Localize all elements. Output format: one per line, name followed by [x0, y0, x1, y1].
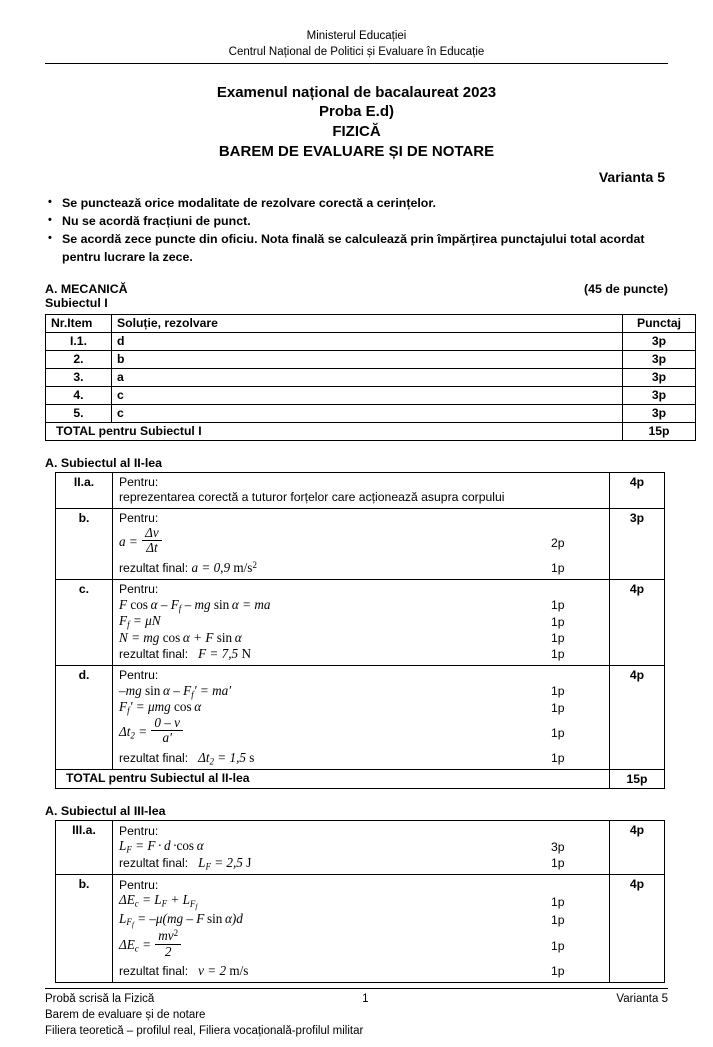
- result-label: rezultat final:: [119, 750, 189, 765]
- result-label: rezultat final:: [119, 963, 189, 978]
- column-header-solutie: Soluție, rezolvare: [112, 314, 623, 332]
- cell-solution: c: [112, 386, 623, 404]
- cell-points: 4p: [610, 579, 665, 665]
- cell-item: b.: [56, 875, 113, 983]
- cell-points: 4p: [610, 821, 665, 875]
- solution-line: [113, 823, 609, 838]
- note-item: [45, 194, 668, 212]
- cell-solution: [113, 665, 610, 770]
- points-chip: 1p: [551, 684, 565, 699]
- table-row: [46, 404, 696, 422]
- result-text: [119, 560, 543, 576]
- cell-points: 3p: [623, 332, 696, 350]
- points-chip: 1p: [551, 963, 565, 978]
- solution-line-result: [113, 963, 609, 979]
- note-text: Se acordă zece puncte din oficiu. Nota finală se calculează prin împărțirea punctajului total acordat pentru lucrare la zece.: [62, 232, 645, 265]
- footer-left-text: Probă scrisă la Fizică: [45, 993, 155, 1005]
- grading-notes: [45, 194, 668, 266]
- cell-item: 5.: [46, 404, 112, 422]
- formula-force-value: F = 7,5 N: [191, 645, 251, 661]
- header-divider: [45, 63, 668, 64]
- exam-title: Examenul național de bacalaureat 2023: [216, 83, 497, 101]
- document-header: [45, 0, 668, 61]
- table-row-2a: [56, 472, 665, 508]
- section-a-points: (45 de puncte): [584, 282, 668, 297]
- solution-line-formula: [113, 613, 609, 630]
- table-subiectul-3: [55, 820, 665, 983]
- formula-kinetic-energy-theorem: $\Delta E_c = L_F + L_{F_f}$: [119, 892, 198, 911]
- solution-line-result: [113, 560, 609, 576]
- title-block: [45, 83, 668, 162]
- points-chip: 1p: [551, 856, 565, 871]
- formula-work-value: $L_F = 2,5$ J: [191, 854, 252, 872]
- subiectul-2-label: A. Subiectul al II-lea: [45, 455, 163, 470]
- note-text: Nu se acordă fracțiuni de punct.: [62, 213, 251, 228]
- points-chip: 1p: [551, 938, 565, 953]
- cell-solution: [113, 472, 610, 508]
- points-chip: 1p: [551, 751, 565, 766]
- solution-line-result: [113, 855, 609, 872]
- points-chip: 1p: [551, 630, 565, 645]
- column-header-nr-item: Nr.Item: [46, 314, 112, 332]
- table-row: [46, 368, 696, 386]
- note-item: [45, 230, 668, 266]
- center-line: Centrul Național de Politici și Evaluare în Educație: [228, 46, 485, 59]
- cell-item: III.a.: [56, 821, 113, 875]
- result-text: [119, 855, 543, 872]
- pentru-label: Pentru:: [119, 668, 159, 683]
- solution-line: [113, 490, 609, 505]
- footer-line-2: Barem de evaluare și de notare: [45, 1008, 206, 1021]
- formula-newton-incline: F cos α – $F_f$ – mg sin α = ma: [119, 596, 271, 614]
- solution-line-formula: [113, 929, 609, 963]
- cell-points: 3p: [623, 386, 696, 404]
- cell-points: 3p: [610, 508, 665, 579]
- solution-line-formula: [113, 597, 609, 614]
- table-header-row: [46, 314, 696, 332]
- cell-item: I.1.: [46, 332, 112, 350]
- formula-acceleration: a = $\frac{\Delta v}{\Delta t}$: [119, 528, 543, 558]
- pentru-label: Pentru:: [119, 475, 159, 490]
- column-header-punctaj: Punctaj: [623, 314, 696, 332]
- table-total-row: [46, 422, 696, 440]
- result-text: [119, 750, 543, 767]
- solution-line: [113, 668, 609, 683]
- result-text: [119, 646, 543, 662]
- cell-solution: [113, 875, 610, 983]
- solution-line-result: [113, 646, 609, 662]
- result-text: [119, 963, 543, 979]
- solution-line-formula: [113, 838, 609, 855]
- cell-item: 4.: [46, 386, 112, 404]
- total-label: TOTAL pentru Subiectul al II-lea: [56, 770, 610, 789]
- cell-solution: [113, 508, 610, 579]
- total-label: TOTAL pentru Subiectul I: [46, 422, 623, 440]
- solution-line-formula: [113, 892, 609, 910]
- document-footer: [45, 988, 668, 1040]
- formula-time-interval: $\Delta t_2$ = $\frac{0 - v}{a'}$: [119, 718, 543, 748]
- bullet-icon: •: [48, 195, 52, 208]
- cell-item: d.: [56, 665, 113, 770]
- result-label: rezultat final:: [119, 646, 189, 661]
- pentru-label: Pentru:: [119, 511, 159, 526]
- cell-solution: b: [112, 350, 623, 368]
- cell-points: 3p: [623, 368, 696, 386]
- solution-line-formula: [113, 911, 609, 929]
- exam-subject: FIZICĂ: [332, 123, 381, 141]
- points-chip: 1p: [551, 560, 565, 575]
- formula-deceleration: –mg $\sin \alpha - F_f' = ma'$: [119, 682, 232, 700]
- points-chip: 2p: [551, 535, 565, 550]
- points-chip: 1p: [551, 725, 565, 740]
- points-chip: 1p: [551, 912, 565, 927]
- cell-points: 4p: [610, 472, 665, 508]
- solution-line-formula: [113, 630, 609, 646]
- formula-friction: $F_f = \mu N$: [119, 613, 161, 630]
- cell-solution: d: [112, 332, 623, 350]
- cell-item: 3.: [46, 368, 112, 386]
- table-row-2d: [56, 665, 665, 770]
- table-row: [46, 386, 696, 404]
- points-chip: 1p: [551, 700, 565, 715]
- subiectul-1-label: Subiectul I: [45, 296, 108, 311]
- bullet-icon: •: [48, 232, 52, 245]
- solution-line-result: [113, 750, 609, 767]
- formula-friction-work: $L_{F_f} = -\mu(mg - F$ sin α)d: [119, 910, 243, 929]
- cell-item: b.: [56, 508, 113, 579]
- table-row: [46, 332, 696, 350]
- subiectul-3-label: A. Subiectul al III-lea: [45, 804, 166, 819]
- solution-line: [113, 582, 609, 597]
- cell-solution: a: [112, 368, 623, 386]
- cell-points: 3p: [623, 404, 696, 422]
- solution-line-formula: [113, 716, 609, 750]
- cell-item: c.: [56, 579, 113, 665]
- note-text: Se punctează orice modalitate de rezolvare corectă a cerințelor.: [62, 195, 436, 210]
- pentru-label: Pentru:: [119, 823, 159, 838]
- bullet-icon: •: [48, 213, 52, 226]
- solution-text: reprezentarea corectă a tuturor forțelor care acționează asupra corpului: [119, 490, 505, 505]
- table-row-3b: [56, 875, 665, 983]
- formula-normal-force: N = mg cos α + F sin α: [119, 629, 242, 645]
- points-chip: 3p: [551, 839, 565, 854]
- result-label: rezultat final:: [119, 560, 189, 575]
- solution-line: [113, 511, 609, 526]
- total-points: 15p: [623, 422, 696, 440]
- points-chip: 1p: [551, 646, 565, 661]
- document-type: BAREM DE EVALUARE ȘI DE NOTARE: [218, 143, 495, 161]
- formula-velocity-value: v = 2 m/s: [191, 962, 249, 978]
- total-points: 15p: [610, 770, 665, 789]
- ministry-line: Ministerul Educației: [306, 30, 407, 42]
- section-a-label: A. MECANICĂ: [45, 282, 128, 297]
- formula-friction-prime: $F_f' = \mu mg$ cos α: [119, 699, 202, 716]
- cell-item: 2.: [46, 350, 112, 368]
- result-label: rezultat final:: [119, 855, 189, 870]
- points-chip: 1p: [551, 614, 565, 629]
- solution-line-formula: [113, 526, 609, 560]
- cell-solution: [113, 821, 610, 875]
- note-item: [45, 212, 668, 230]
- solution-line-formula: [113, 683, 609, 700]
- table-row-2b: [56, 508, 665, 579]
- solution-line: [113, 877, 609, 892]
- table-row: [46, 350, 696, 368]
- table-subiectul-1: [45, 314, 696, 441]
- formula-work: $L_F = F \cdot d \cdot\cos$ α: [119, 838, 204, 855]
- pentru-label: Pentru:: [119, 877, 159, 892]
- cell-points: 3p: [623, 350, 696, 368]
- footer-divider: [45, 988, 668, 989]
- exam-probe: Proba E.d): [318, 103, 394, 121]
- table-subiectul-2: [55, 472, 665, 790]
- pentru-label: Pentru:: [119, 582, 159, 597]
- table-row-2c: [56, 579, 665, 665]
- table-row-3a: [56, 821, 665, 875]
- section-a-heading: [45, 282, 668, 296]
- cell-item: II.a.: [56, 472, 113, 508]
- points-chip: 1p: [551, 598, 565, 613]
- cell-points: 4p: [610, 665, 665, 770]
- footer-line-3: Filiera teoretică – profilul real, Filiera vocațională-profilul militar: [45, 1024, 364, 1037]
- cell-solution: [113, 579, 610, 665]
- solution-line-formula: [113, 699, 609, 716]
- page-number: 1: [362, 993, 369, 1005]
- footer-variant: Varianta 5: [616, 993, 668, 1005]
- cell-solution: c: [112, 404, 623, 422]
- cell-points: 4p: [610, 875, 665, 983]
- formula-kinetic-energy: $\Delta E_c$ = $\frac{mv^2}{2}$: [119, 931, 543, 961]
- points-chip: 1p: [551, 894, 565, 909]
- formula-acceleration-value: a = 0,9 $m/s^2$: [191, 559, 257, 575]
- solution-line: [113, 475, 609, 490]
- table-total-row: [56, 770, 665, 789]
- footer-row: [45, 992, 668, 1008]
- variant-label: Varianta 5: [598, 168, 665, 185]
- formula-time-value: $\Delta t_2 = 1,5$ s: [191, 749, 255, 767]
